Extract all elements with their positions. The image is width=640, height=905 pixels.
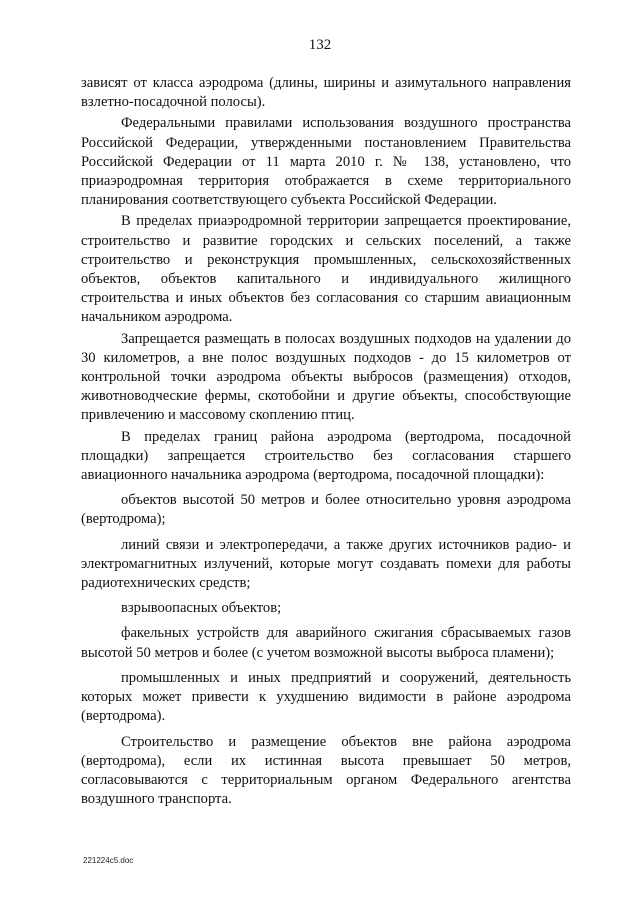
list-item-communication-lines: линий связи и электропередачи, а также других источников радио- и электромагнитных излучений, которые могут создавать помехи для работы радиотехнических средств; xyxy=(81,536,571,592)
page-number: 132 xyxy=(308,37,332,53)
paragraph-continuation: зависят от класса аэродрома (длины, ширины и азимутального направления взлетно-посадочной полосы). xyxy=(81,75,571,111)
list-item-explosive-objects: взрывоопасных объектов; xyxy=(121,600,282,617)
paragraph-district-restrictions: В пределах границ района аэродрома (вертодрома, посадочной площадки) запрещается строительство без согласования старшего авиационного начальника аэродрома (вертодрома, посадочной площадки): xyxy=(81,428,571,484)
list-item-height-objects: объектов высотой 50 метров и более относительно уровня аэродрома (вертодрома); xyxy=(81,492,571,528)
paragraph-federal-rules: Федеральными правилами использования воздушного пространства Российской Федерации, утвержденными постановлением Правительства Российской Федерации от 11 марта 2010 г. № 138, установлено, что приаэродромная территория отображается в схеме территориального планирования соответствующего субъекта Российской Федерации. xyxy=(81,115,571,209)
paragraph-bird-restrictions: Запрещается размещать в полосах воздушных подходов на удалении до 30 километров, а вне полос воздушных подходов - до 15 километров от контрольной точки аэродрома объекты выбросов (размещения) отходов, животноводческие фермы, скотобойни и другие объекты, способствующие привлечению и массовому скоплению птиц. xyxy=(81,330,571,424)
document-file-code: 221224c5.doc xyxy=(83,856,134,865)
list-item-industrial-enterprises: промышленных и иных предприятий и сооружений, деятельность которых может привести к ухудшению видимости в районе аэродрома (вертодрома). xyxy=(81,669,571,725)
paragraph-outside-district: Строительство и размещение объектов вне района аэродрома (вертодрома), если их истинная высота превышает 50 метров, согласовываются с территориальным органом Федерального агентства воздушного транспорта. xyxy=(81,733,571,808)
document-body xyxy=(81,74,571,809)
paragraph-aerodrome-territory: В пределах приаэродромной территории запрещается проектирование, строительство и развитие городских и сельских поселений, а также строительство и реконструкция промышленных, сельскохозяйственных объектов, объектов капитального и индивидуального жилищного строительства и иных объектов без согласования со старшим авиационным начальником аэродрома. xyxy=(81,213,571,326)
list-item-flare-devices: факельных устройств для аварийного сжигания сбрасываемых газов высотой 50 метров и более (с учетом возможной высоты выброса пламени); xyxy=(81,625,571,661)
